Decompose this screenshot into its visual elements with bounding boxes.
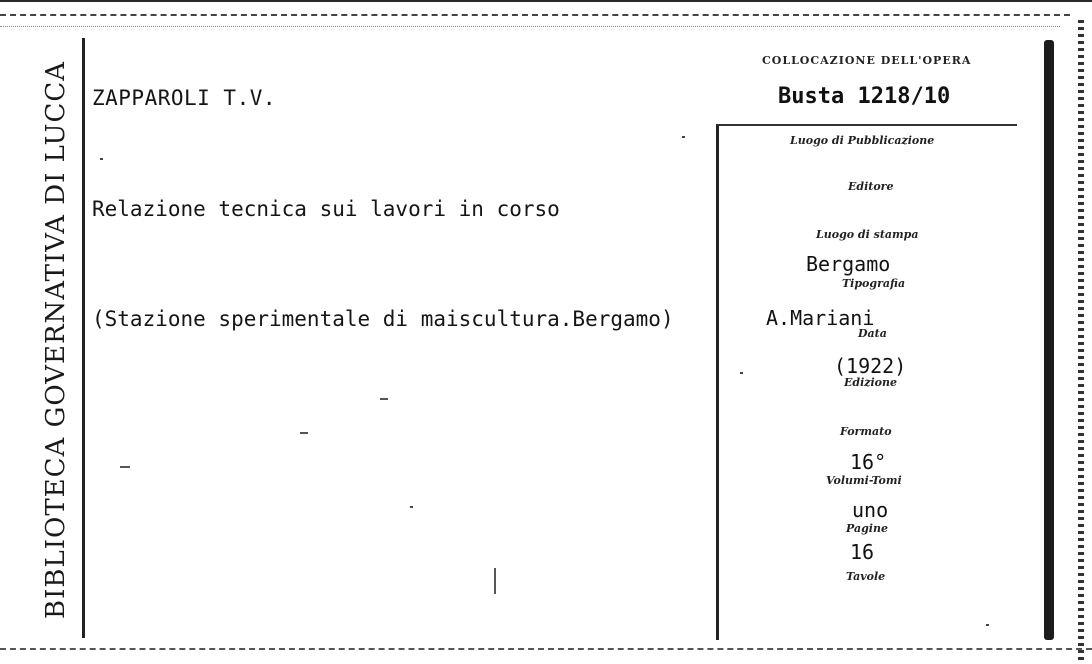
scan-edge-bottom (0, 648, 1092, 652)
work-title: Relazione tecnica sui lavori in corso (92, 197, 560, 221)
stamp-divider (82, 38, 85, 638)
scan-speck (740, 372, 743, 374)
scan-edge-right (1044, 40, 1054, 640)
formato-value: 16° (850, 450, 887, 474)
collocazione-value: Busta 1218/10 (778, 84, 951, 109)
scan-speck (494, 568, 496, 594)
scan-speck (100, 158, 103, 160)
luogo-pubblicazione-label: Luogo di Pubblicazione (790, 134, 935, 147)
scan-speck (300, 432, 308, 434)
tavole-label: Tavole (846, 570, 886, 583)
data-label: Data (858, 327, 887, 340)
scan-edge-top (0, 0, 1092, 6)
author: ZAPPAROLI T.V. (92, 86, 277, 110)
edizione-label: Edizione (844, 376, 898, 389)
scan-edge-top-dashes (0, 14, 1070, 19)
volumi-tomi-label: Volumi-Tomi (826, 474, 902, 487)
scan-speck (410, 506, 413, 508)
luogo-stampa-value: Bergamo (806, 252, 891, 276)
tipografia-value: A.Mariani (766, 306, 875, 330)
data-value: (1922) (834, 354, 907, 378)
pagine-value: 16 (850, 540, 875, 564)
tipografia-label: Tipografia (842, 277, 906, 290)
work-subtitle: (Stazione sperimentale di maiscultura.Bergamo) (92, 307, 674, 331)
collocazione-label: COLLOCAZIONE DELL'OPERA (762, 54, 972, 67)
scan-edge-right-margin (1078, 20, 1084, 660)
scan-speck (682, 136, 685, 138)
editore-label: Editore (848, 180, 894, 193)
scan-speck (120, 466, 130, 468)
volumi-tomi-value: uno (852, 498, 889, 522)
scan-speck (986, 624, 989, 626)
pagine-label: Pagine (846, 522, 888, 535)
scan-speck (380, 398, 388, 400)
library-stamp: BIBLIOTECA GOVERNATIVA DI LUCCA (41, 60, 71, 620)
formato-label: Formato (840, 425, 892, 438)
scan-edge-top-dots (0, 26, 1060, 29)
luogo-stampa-label: Luogo di stampa (816, 228, 919, 241)
